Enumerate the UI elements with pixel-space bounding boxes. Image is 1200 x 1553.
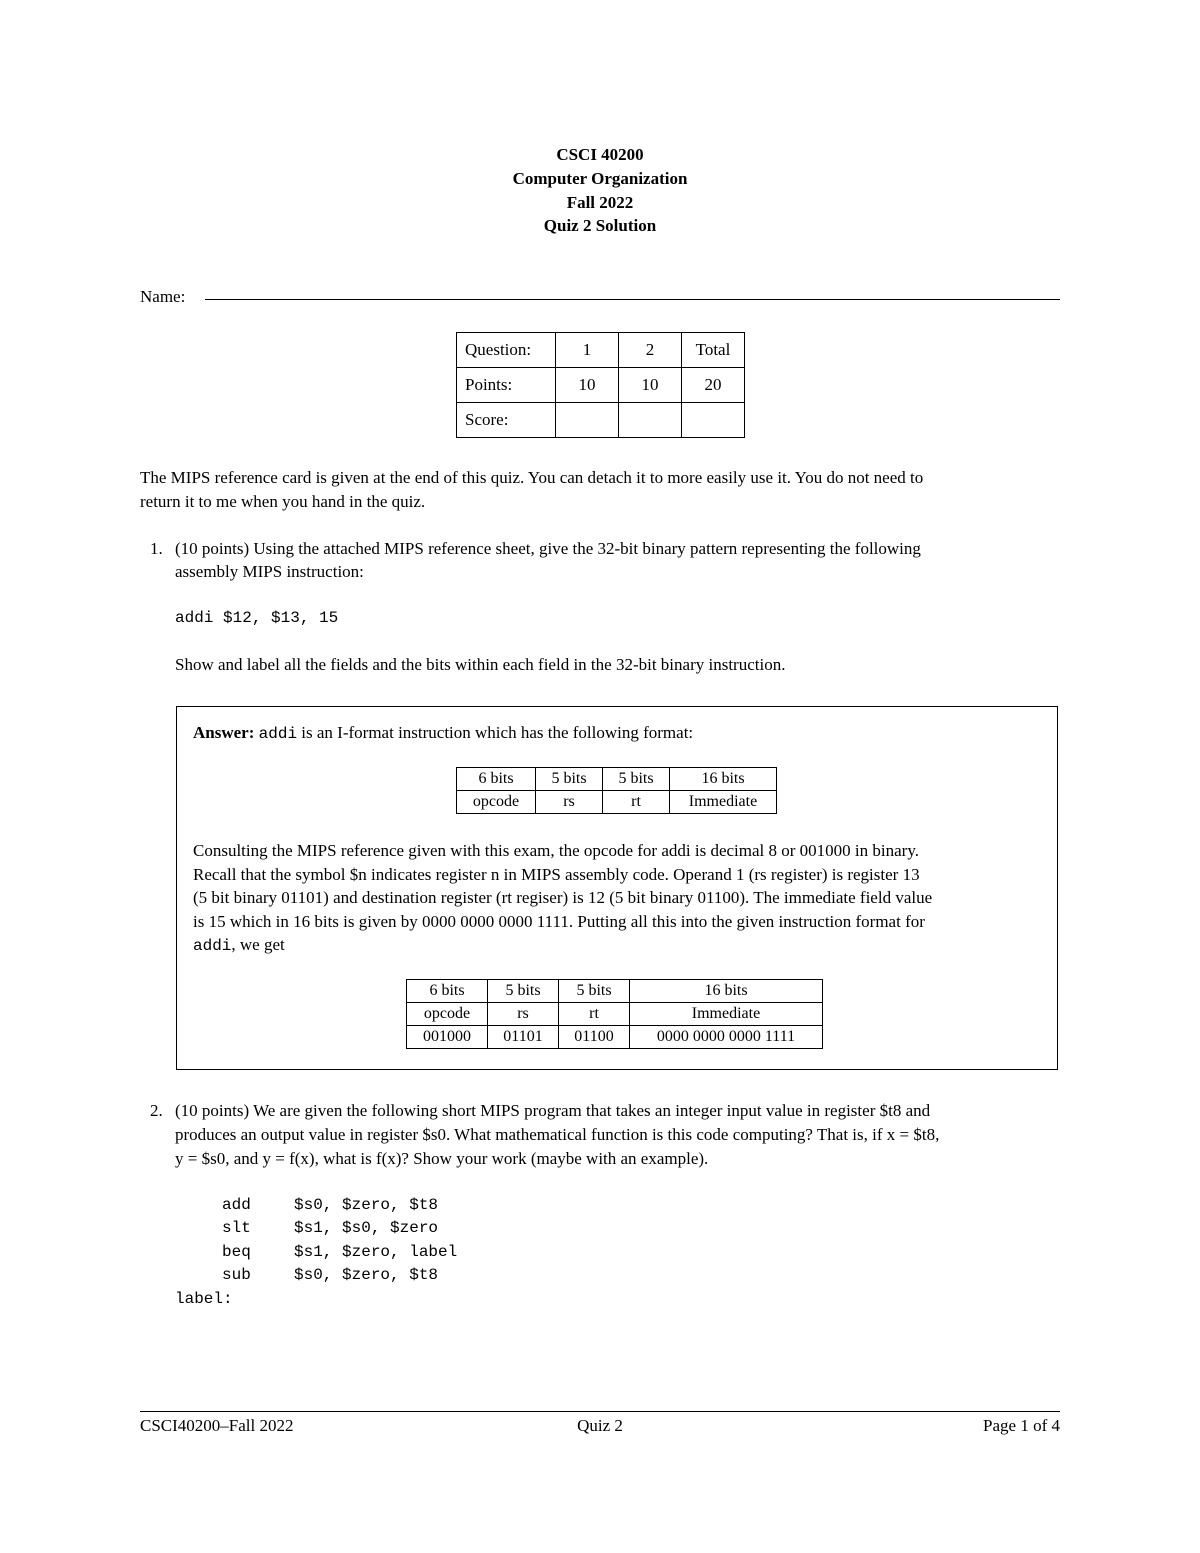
table-row	[457, 403, 745, 438]
explain-line: Consulting the MIPS reference given with this exam, the opcode for addi is decimal 8 or 001000 in binary.	[193, 841, 919, 860]
term: Fall 2022	[566, 193, 634, 212]
table-cell: Immediate	[630, 1003, 823, 1026]
table-cell: Question:	[457, 333, 556, 368]
code-args: $s1, $s0, $zero	[294, 1219, 439, 1237]
course-code: CSCI 40200	[556, 145, 644, 164]
explain-line: is 15 which in 16 bits is given by 0000 0000 0000 1111. Putting all this into the given instruction format for	[193, 911, 925, 931]
format-table	[456, 767, 777, 814]
table-cell: 01101	[488, 1026, 559, 1049]
q2-number: 2.	[150, 1101, 163, 1120]
table-cell: Points:	[457, 368, 556, 403]
score-cell[interactable]	[619, 403, 682, 438]
code-op: slt	[222, 1219, 251, 1237]
q1-instruction: Show and label all the fields and the bits within each field in the 32-bit binary instruction.	[175, 655, 786, 674]
table-cell: 5 bits	[559, 980, 630, 1003]
table-cell: 20	[682, 368, 745, 403]
q2-line-3: y = $s0, and y = f(x), what is f(x)? Show your work (maybe with an example).	[175, 1149, 709, 1168]
explain-last-text: , we get	[231, 935, 285, 954]
name-label: Name:	[140, 287, 186, 306]
table-cell: Score:	[457, 403, 556, 438]
table-cell: 16 bits	[670, 768, 777, 791]
table-cell: Total	[682, 333, 745, 368]
table-cell: 2	[619, 333, 682, 368]
table-cell: rt	[603, 791, 670, 814]
footer-right: Page 1 of 4	[983, 1416, 1060, 1435]
answer-code: addi	[258, 725, 298, 743]
table-cell: rs	[536, 791, 603, 814]
table-cell: rs	[488, 1003, 559, 1026]
intro-line-2: return it to me when you hand in the quiz.	[140, 492, 426, 511]
table-cell: 5 bits	[603, 768, 670, 791]
table-cell: 6 bits	[407, 980, 488, 1003]
footer-left: CSCI40200–Fall 2022	[140, 1416, 294, 1435]
code-args: $s0, $zero, $t8	[294, 1196, 439, 1214]
table-cell: 01100	[559, 1026, 630, 1049]
grade-table	[456, 332, 745, 438]
intro-line-1: The MIPS reference card is given at the end of this quiz. You can detach it to more easily use it. You do not need to	[140, 468, 924, 487]
score-cell[interactable]	[682, 403, 745, 438]
answer-intro-text: is an I-format instruction which has the following format:	[297, 723, 694, 742]
table-cell: opcode	[457, 791, 536, 814]
table-row	[457, 791, 777, 814]
code-op: add	[222, 1196, 251, 1214]
course-title: Computer Organization	[512, 169, 688, 188]
explain-code: addi	[193, 937, 232, 955]
table-cell: 1	[556, 333, 619, 368]
q1-line-1: (10 points) Using the attached MIPS reference sheet, give the 32-bit binary pattern representing the following	[175, 539, 921, 558]
table-cell: 5 bits	[488, 980, 559, 1003]
q2-line-1: (10 points) We are given the following short MIPS program that takes an integer input value in register $t8 and	[175, 1101, 931, 1120]
explanation	[193, 839, 932, 959]
name-input-line[interactable]	[205, 299, 1060, 300]
explain-line: (5 bit binary 01101) and destination register (rt regiser) is 12 (5 bit binary 01100). The immediate field value	[193, 888, 933, 907]
explain-line: Recall that the symbol $n indicates register n in MIPS assembly code. Operand 1 (rs register) is register 13	[193, 864, 920, 884]
q2-line-2: produces an output value in register $s0. What mathematical function is this code computing? That is, if x = $t8,	[175, 1125, 940, 1144]
q1-line-2: assembly MIPS instruction:	[175, 562, 364, 581]
table-row	[457, 368, 745, 403]
table-cell: 10	[619, 368, 682, 403]
table-cell: 10	[556, 368, 619, 403]
table-row	[457, 333, 745, 368]
table-row	[457, 768, 777, 791]
quiz-title: Quiz 2 Solution	[543, 216, 657, 235]
table-cell: 0000 0000 0000 1111	[630, 1026, 823, 1049]
table-cell: Immediate	[670, 791, 777, 814]
table-cell: opcode	[407, 1003, 488, 1026]
q1-number: 1.	[150, 539, 163, 558]
footer-rule	[140, 1411, 1060, 1412]
explain-line	[193, 933, 932, 959]
table-cell: 6 bits	[457, 768, 536, 791]
table-row	[407, 1026, 823, 1049]
code-args: $s0, $zero, $t8	[294, 1266, 439, 1284]
answer-intro	[193, 723, 693, 743]
q1-code: addi $12, $13, 15	[175, 609, 339, 627]
table-cell: 001000	[407, 1026, 488, 1049]
score-cell[interactable]	[556, 403, 619, 438]
code-op: beq	[222, 1243, 251, 1261]
code-label: label:	[175, 1290, 233, 1308]
table-row	[407, 980, 823, 1003]
answer-label: Answer:	[193, 723, 255, 742]
table-cell: 16 bits	[630, 980, 823, 1003]
code-args: $s1, $zero, label	[294, 1243, 458, 1261]
footer-center: Quiz 2	[577, 1416, 623, 1435]
table-cell: rt	[559, 1003, 630, 1026]
code-op: sub	[222, 1266, 251, 1284]
table-row	[407, 1003, 823, 1026]
result-table	[406, 979, 823, 1049]
table-cell: 5 bits	[536, 768, 603, 791]
